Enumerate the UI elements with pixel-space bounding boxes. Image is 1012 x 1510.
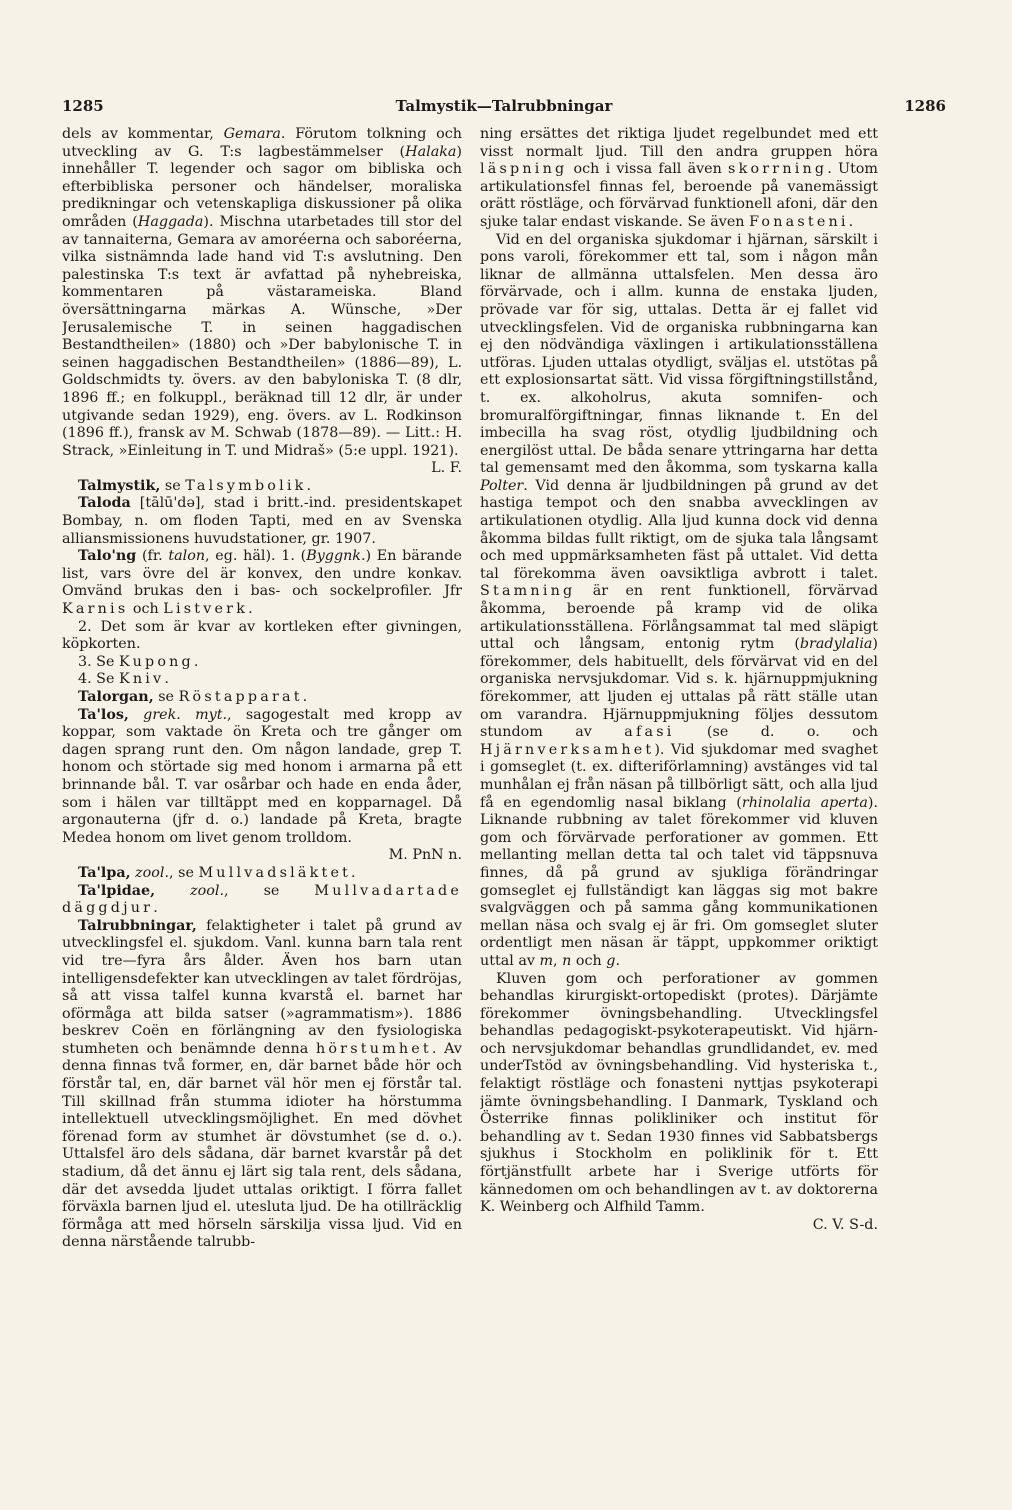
cross-reference: Talsymbolik	[185, 477, 307, 494]
right-column	[480, 126, 878, 1416]
right-page-number: 1286	[904, 97, 946, 115]
page-header	[62, 97, 946, 119]
left-page-number: 1285	[62, 97, 104, 115]
cross-reference: skorrning	[728, 161, 828, 178]
entry-taloda: Taloda [tālū'də], stad i britt.-ind. presidentskapet Bombay, n. om floden Tapti, med en av Svenska alliansmissionens huvudstationer, gr. 1907.	[62, 495, 462, 547]
entry-talmystik: Talmystik, se Talsymbolik.	[78, 477, 312, 494]
headword: Talorgan,	[78, 689, 154, 705]
cross-reference: Röstapparat	[178, 689, 303, 705]
headword: Ta'los,	[78, 706, 129, 723]
signature: M. PnN n.	[388, 847, 462, 864]
running-title: Talmystik—Talrubbningar	[395, 97, 613, 115]
headword: Taloda	[78, 495, 131, 512]
headword: Ta'lpidae,	[78, 882, 156, 899]
headword: Talrubbningar,	[78, 917, 197, 934]
cross-reference: Stamning	[480, 583, 576, 600]
headword: Ta'lpa,	[78, 864, 131, 881]
signature: L. F.	[431, 460, 462, 477]
entry-talong-sense-2: 2. Det som är kvar av kortleken efter givningen, köpkorten.	[62, 618, 462, 653]
entry-talorgan: Talorgan, se Röstapparat.	[78, 689, 308, 705]
cross-reference: Listverk	[163, 601, 249, 618]
entry-talpa: Ta'lpa, zool., se Mullvadsläktet.	[78, 864, 356, 881]
left-column	[62, 126, 462, 1416]
cross-reference: Hjärnverksamhet	[480, 741, 655, 758]
cross-reference: Fonasteni	[749, 213, 849, 230]
talrubbningar-continuation: ning ersättes det riktiga ljudet regelbundet med ett visst normalt ljud. Till den andra gruppen höra läspning och i vissa fall även skorrning. Utom artikulationsfel finnas fel, beroende på vanemässigt orätt röstläge, och förvärvad funktionell afoni, där den sjuke talar endast viskande. Se även Fonasteni.	[480, 126, 878, 230]
cross-reference: Kupong	[119, 653, 194, 670]
headword: Talo'ng	[78, 548, 137, 565]
cross-reference: afasi	[624, 724, 675, 741]
cross-reference: läspning	[480, 161, 568, 178]
entry-talong: Talo'ng (fr. talon, eg. häl). 1. (Byggnk.) En bärande list, vars övre del är konvex, den undre konkav. Omvänd brukas den i bas- och sockelprofiler. Jfr Karnis och Listverk.	[62, 548, 462, 618]
entry-talong-sense-3: 3. Se Kupong.	[78, 653, 199, 670]
cross-reference: Karnis	[62, 601, 129, 618]
entry-talmud-continuation: dels av kommentar, Gemara. Förutom tolkning och utveckling av G. T:s lagbestämmelser (Halaka) innehåller T. legender och sagor om bibliska och efterbibliska personer och händelser, moraliska predikningar och vetenskapliga diskussioner på olika områden (Haggada). Mischna utarbetades till stor del av tannaiterna, Gemara av amoréerna och saboréerna, vilka sistnämnda lade hand vid T:s avslutning. Den palestinska T:s text är avfattad på nyhebreiska, kommentaren på västarameiska. Bland översättningarna märkas A. Wünsche, »Der Jerusalemische T. in seinen haggadischen Bestandtheilen» (1880) och »Der babylonische T. in seinen haggadischen Bestandtheilen» (1886—89), L. Goldschmidts ty. övers. av den babyloniska T. (8 dlr, 1896 ff.; en folkuppl., beräknad till 12 dlr, är under utgivande sedan 1929), eng. övers. av L. Rodkinson (1896 ff.), fransk av M. Schwab (1878—89). — Litt.: H. Strack, »Einleitung in T. und Midraš» (5:e uppl. 1921). L. F.	[62, 126, 462, 477]
paragraph-organic-disorders: Vid en del organiska sjukdomar i hjärnan, särskilt i pons varoli, förekommer ett tal, som i någon mån liknar de allmänna uttalsfelen. Men dessa äro förvärvade, och i allm. kunna de enstaka ljuden, prövade var för sig, uttalas. Detta är ej fallet vid utvecklingsfelen. Vid de organiska rubbningarna kan ej den nödvändiga växlingen i artikulationsställena utföras. Ljuden uttalas otydligt, sväljas el. utstötas på ett explosionsartat sätt. Vid vissa förgiftningstillstånd, t. ex. alkoholrus, akuta somnifen- och bromuralförgiftningar, finnas liknande t. En del imbecilla ha svag röst, otydlig ljudbildning och energilöst uttal. De båda senare yttringarna har detta tal gemensamt med den åkomma, som tyskarna kalla Polter. Vid denna är ljudbildningen på grund av det hastiga tempot och den snabba avvecklingen av artikulationen otydlig. Alla ljud kunna dock vid denna åkomma bildas fullt riktigt, om de sjuka tala långsamt och med uppmärksamheten fäst på uttalet. Vid detta tal förekomma även oavsiktliga avbrott i talet. Stamning är en rent funktionell, förvärvad åkomma, beroende på kramp vid de olika artikulationsställena. Förlångsammat tal med släpigt uttal och långsam, entonig rytm (bradylalia) förekommer, dels habituellt, dels förvärvat vid en del organiska nervsjukdomar. Vid s. k. hjärnuppmjukning förekommer, att ljuden ej uttalas på rätt ställe utan om varandra. Hjärnuppmjukning följes dessutom stundom av afasi (se d. o. och Hjärnverksamhet). Vid sjukdomar med svaghet i gomseglet (t. ex. difteriförlamning) avstänges vid tal munhålan ej från näsan på tillbörligt sätt, och alla ljud få en egendomlig nasal biklang (rhinolalia aperta). Liknande rubbning av talet förekommer vid kluven gom och förvärvade perforationer av gommen. Ett mellanting mellan detta tal och talet vid täppsnuva finnes, då på grund av sjukliga förändringar gomseglet ej fullständigt kan läggas sig mot bakre svalgväggen och på samma gång kommunikationen mellan näsa och svalg ej är fri. Om gomseglet sluter ordentligt men näsan är täppt, uppkommer oriktigt uttal av m, n och g.	[480, 231, 878, 969]
cross-reference: Kniv	[119, 671, 165, 688]
entry-talos: Ta'los, grek. myt., sagogestalt med kropp av koppar, som vaktade ön Kreta och tre gånger om dagen sprang runt den. Om någon landade, grep T. honom och störtade sig med honom i armarna på ett brinnande bål. T. var osårbar och hade en enda åder, som i hälen var tilltäppt med en kopparnagel. Då argonauterna (jfr d. o.) landade på Kreta, bragte Medea honom om livet genom trolldom. M. PnN n.	[62, 706, 462, 864]
headword: Talmystik,	[78, 477, 161, 494]
entry-talong-sense-4: 4. Se Kniv.	[78, 671, 169, 688]
paragraph-treatment: Kluven gom och perforationer av gommen behandlas kirurgiskt-ortopediskt (protes). Därjämte förekommer övningsbehandling. Utvecklingsfel behandlas pedagogiskt-psykoterapeutiskt. Vid hjärn- och nervsjukdomar behandlas grundlidandet, ev. med underTstöd av övningsbehandling. Vid hysteriska t., felaktigt röstläge och fonasteni nyttjas psykoterapi jämte övningsbehandling. I Danmark, Tyskland och Österrike finnas polikliniker och institut för behandling av t. Sedan 1930 finnes vid Sabbatsbergs sjukhus i Stockholm en poliklinik för t. Ett förtjänstfullt arbete har i Sverige utförts för kännedomen om och behandlingen av t. av doktorerna K. Weinberg och Alfhild Tamm. C. V. S-d.	[480, 970, 878, 1233]
entry-talpidae: Ta'lpidae, zool., se Mullvadartade däggdjur.	[62, 882, 462, 917]
cross-reference: Mullvadsläktet	[198, 864, 352, 881]
cross-reference: hörstumhet	[315, 1040, 432, 1057]
signature: C. V. S-d.	[812, 1216, 878, 1233]
entry-talrubbningar: Talrubbningar, felaktigheter i talet på grund av utvecklingsfel el. sjukdom. Vanl. kunna barn tala rent vid tre—fyra års ålder. Även hos barn utan intelligensdefekter kan utvecklingen av talet fördröjas, så att vissa talfel kunna kvarstå el. barnet har oförmåga att bilda satser (»agrammatism»). 1886 beskrev Coën en förlängning av den fysiologiska stumheten och benämnde denna hörstumhet. Av denna finnas två former, en, där barnet både hör och förstår tal, en, där barnet väl hör men ej förstår tal. Till skillnad från stumma idioter ha hörstumma intellektuell utvecklingsmöjlighet. En med dövhet förenad form av stumhet är dövstumhet (se d. o.). Uttalsfel äro dels sådana, där barnet kvarstår på det stadium, då det ännu ej lärt sig tala rent, dels sådana, där det avsedda ljudet uttalas oriktigt. I förra fallet förväxla barnen ljud el. utesluta ljud. De ha otillräcklig förmåga att med hörseln särskilja vissa ljud. Vid en denna närstående talrubb-	[62, 917, 462, 1251]
cross-reference: Mullvadartade däggdjur	[62, 882, 462, 917]
